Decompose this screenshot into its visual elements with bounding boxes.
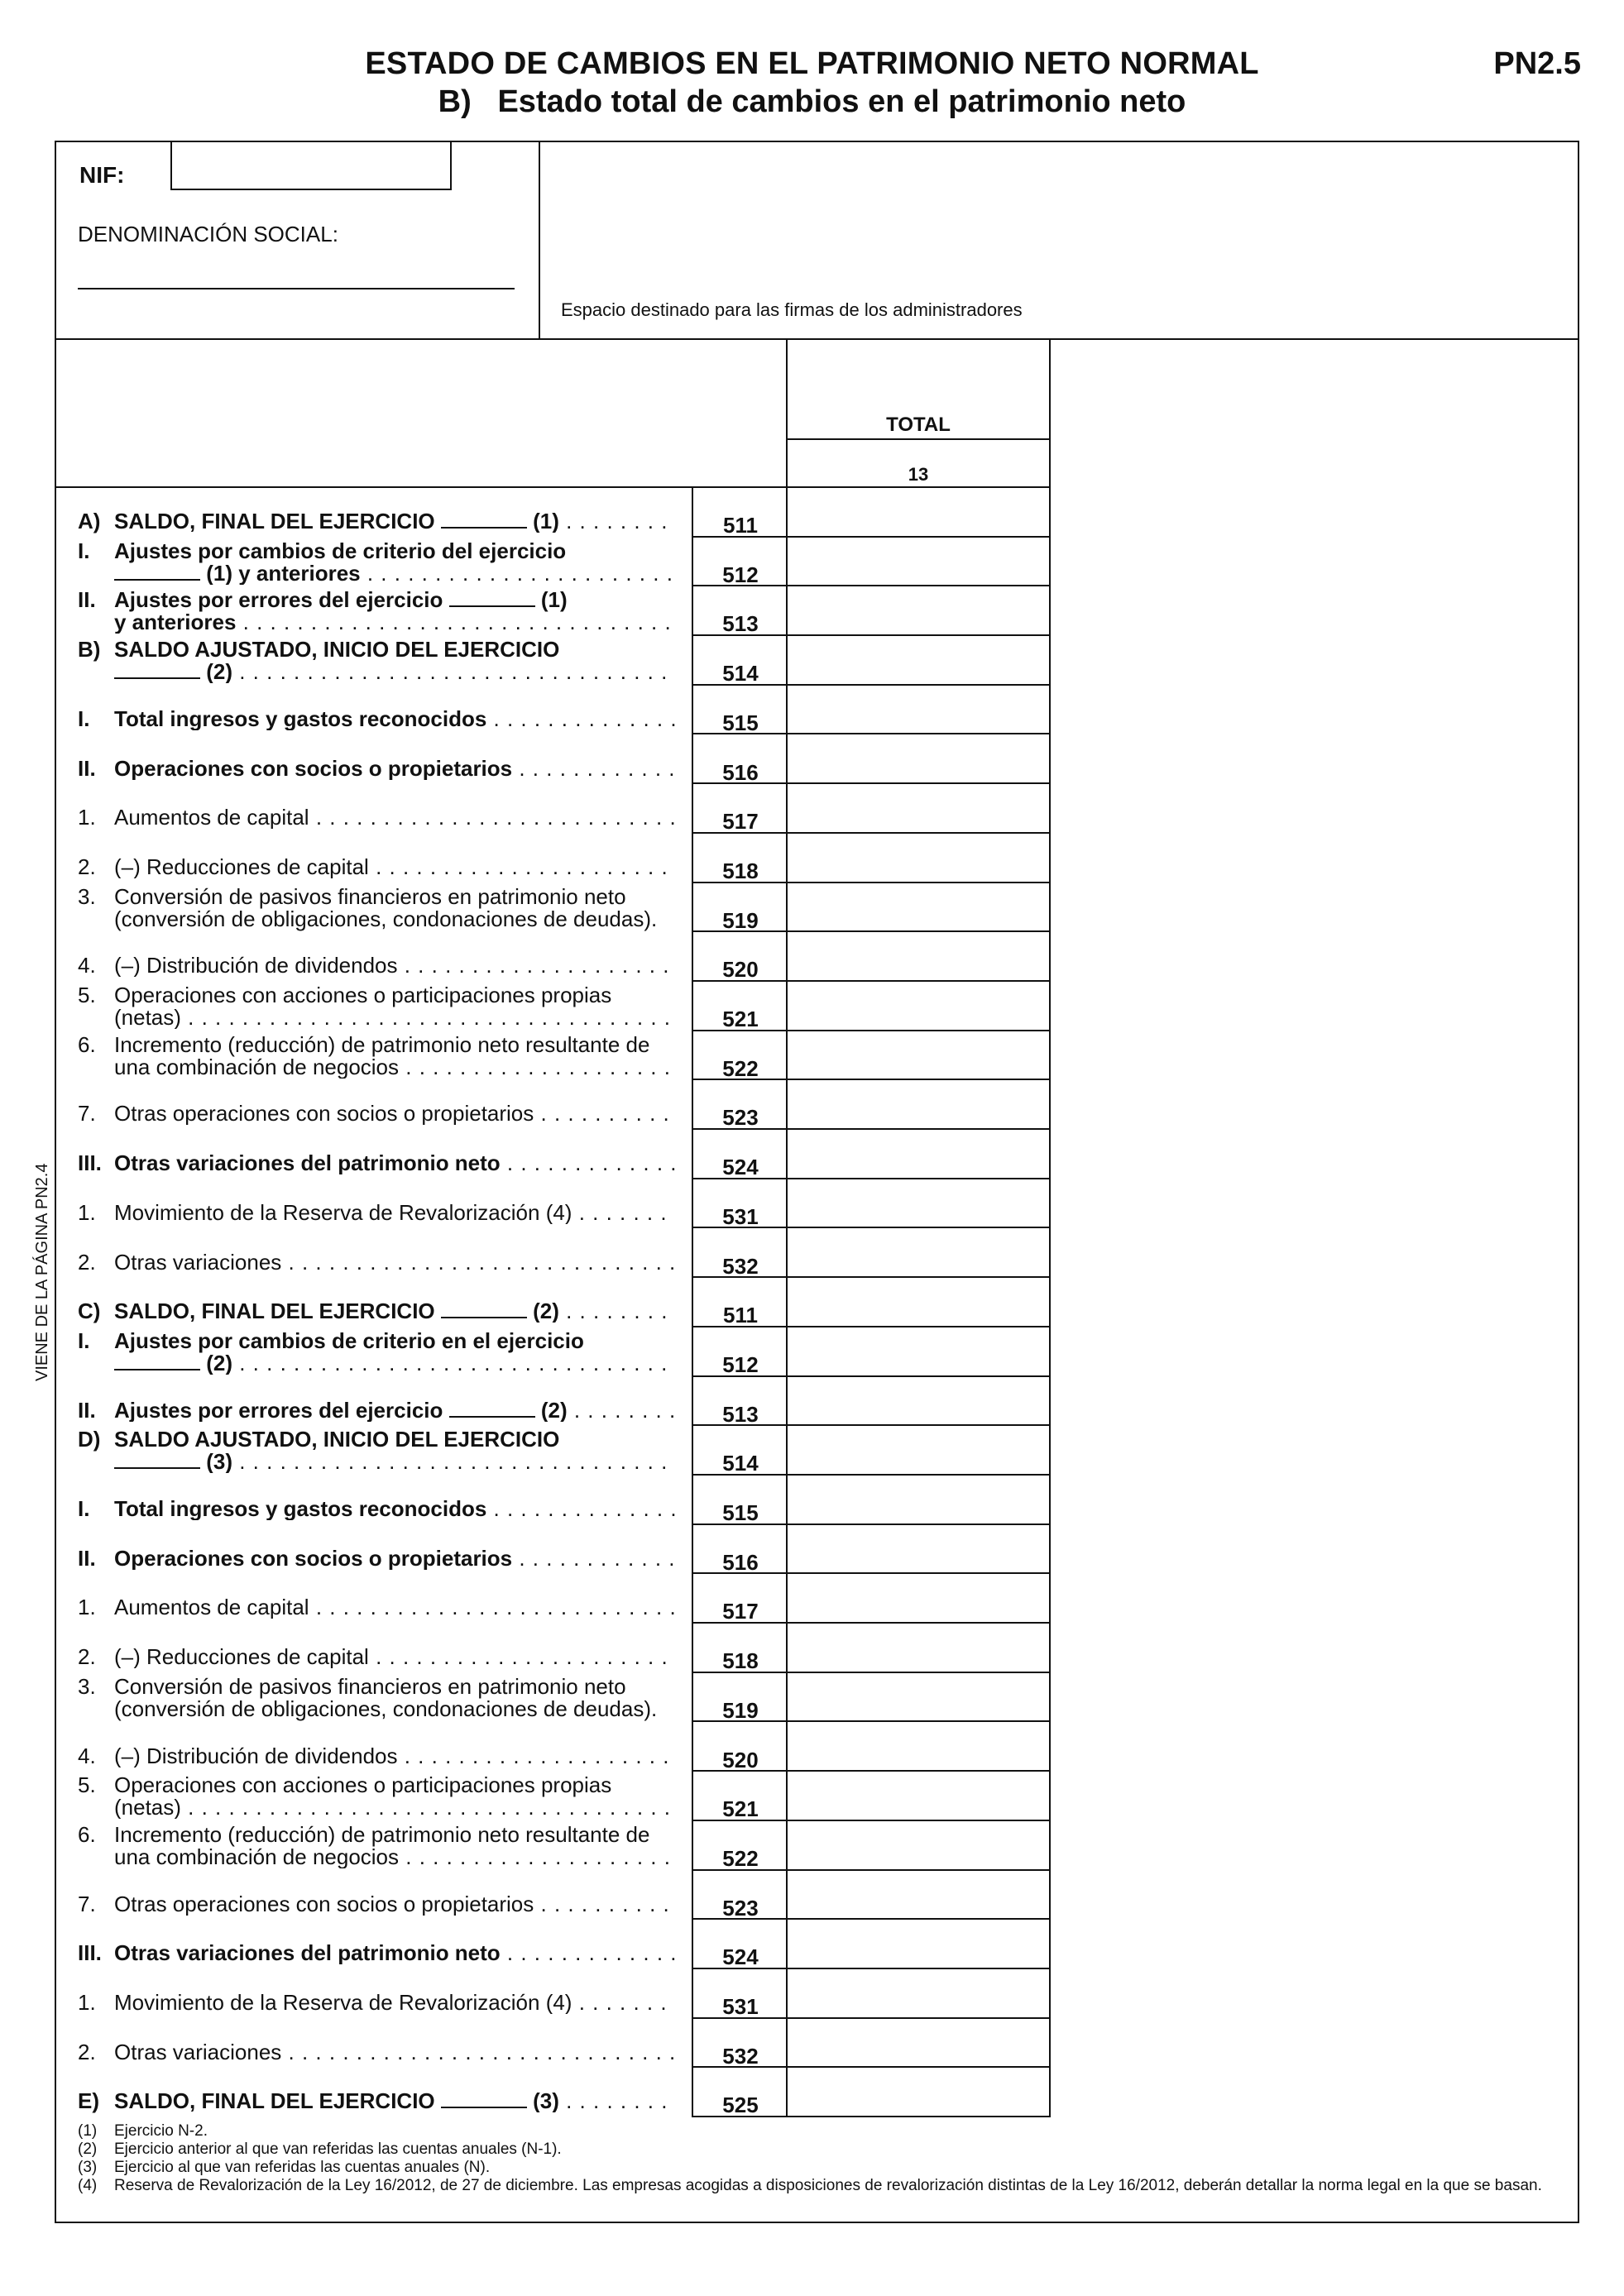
row-number: 2. — [78, 1644, 96, 1670]
year-blank — [449, 589, 535, 607]
row-code: 531 — [722, 1994, 759, 2019]
row-label — [78, 883, 675, 932]
row-label — [78, 510, 675, 535]
row-text: una combinación de negocios . . . — [114, 1056, 675, 1079]
row-code: 520 — [722, 957, 759, 983]
row-number: 3. — [78, 1673, 96, 1699]
total-value-cell[interactable] — [789, 1774, 1046, 1817]
row-number: I. — [78, 1327, 90, 1353]
row-code: 511 — [723, 513, 758, 538]
row-label — [78, 1992, 675, 2016]
row-text: Movimiento de la Reserva de Revalorización (4) . . . — [114, 1992, 675, 2014]
column-number: 13 — [908, 464, 929, 485]
total-value-cell[interactable] — [789, 886, 1046, 929]
row-text: Operaciones con acciones o participaciones propias — [114, 1772, 612, 1798]
row-number: II. — [78, 587, 96, 613]
form-subtitle — [0, 84, 1624, 120]
total-value-cell[interactable] — [789, 490, 1046, 533]
row-label — [78, 1031, 675, 1080]
row-label — [78, 1821, 675, 1870]
row-text: Ajustes por cambios de criterio en el ejercicio — [114, 1327, 584, 1353]
row-code: 515 — [722, 1500, 759, 1525]
row-code: 517 — [722, 809, 759, 835]
row-label — [78, 1152, 675, 1177]
row-code: 513 — [722, 1401, 759, 1427]
row-number: II. — [78, 1545, 96, 1571]
total-value-cell[interactable] — [789, 1676, 1046, 1719]
row-text: SALDO, FINAL DEL EJERCICIO (2) . . . — [114, 1300, 675, 1323]
footnote — [78, 2159, 490, 2177]
row-text: Movimiento de la Reserva de Revalorización (4) . . . — [114, 1202, 675, 1224]
row-number: A) — [78, 509, 101, 533]
row-number: B) — [78, 637, 101, 662]
total-value-cell[interactable] — [789, 1182, 1046, 1225]
row-number: III. — [78, 1150, 102, 1176]
row-number: 2. — [78, 1249, 96, 1275]
row-number: 3. — [78, 883, 96, 909]
table-row — [0, 2067, 1624, 2117]
table-row — [0, 1129, 1624, 1179]
total-header-line — [786, 438, 1051, 440]
row-text: Incremento (reducción) de patrimonio neto resultante de — [114, 1031, 650, 1057]
row-number: I. — [78, 1496, 90, 1521]
row-label — [78, 1428, 675, 1475]
table-row — [0, 883, 1624, 932]
row-text: (1) y anteriores . . . — [114, 562, 675, 585]
row-text: Ajustes por errores del ejercicio (1) — [114, 587, 568, 613]
row-text: (–) Reducciones de capital . . . — [114, 856, 675, 878]
row-text: (–) Reducciones de capital . . . — [114, 1646, 675, 1668]
total-value-cell[interactable] — [789, 1922, 1046, 1965]
total-value-cell[interactable] — [789, 1132, 1046, 1175]
row-text: Incremento (reducción) de patrimonio neto resultante de — [114, 1821, 650, 1847]
row-label — [78, 589, 675, 635]
total-value-cell[interactable] — [789, 1330, 1046, 1373]
row-number: 4. — [78, 953, 96, 978]
footnote — [78, 2122, 208, 2141]
row-text: Ajustes por errores del ejercicio (2) . . . — [114, 1399, 675, 1422]
row-text: Ajustes por cambios de criterio del ejercicio — [114, 538, 567, 563]
footnote-text: Ejercicio N-2. — [114, 2122, 208, 2140]
year-blank — [114, 1352, 200, 1370]
row-text: y anteriores . . . — [114, 611, 675, 634]
row-bottom-line — [692, 2116, 1051, 2117]
row-code: 524 — [722, 1155, 759, 1180]
row-number: 4. — [78, 1743, 96, 1768]
table-row — [0, 1870, 1624, 1920]
side-note: VIENE DE LA PÁGINA PN2.4 — [33, 1163, 51, 1381]
form-code: PN2.5 — [1493, 46, 1581, 81]
table-row — [0, 537, 1624, 586]
row-label — [78, 2090, 675, 2115]
year-blank — [441, 510, 527, 529]
nif-label: NIF: — [79, 162, 125, 188]
table-row — [0, 1968, 1624, 2018]
row-text: (netas) . . . — [114, 1007, 675, 1029]
row-label — [78, 1103, 675, 1127]
row-text: (netas) . . . — [114, 1796, 675, 1819]
row-code: 531 — [722, 1203, 759, 1229]
row-code: 522 — [722, 1055, 759, 1081]
row-text: (–) Distribución de dividendos . . . — [114, 954, 675, 977]
header-divider — [539, 141, 540, 339]
row-number: 1. — [78, 1199, 96, 1225]
footnote-text: Reserva de Revalorización de la Ley 16/2012, de 27 de diciembre. Las empresas acogidas a disposiciones de revalorización distintas de la Ley 16/2012, deberán detallar la norma legal en la que se basan. — [114, 2177, 1542, 2194]
row-label — [78, 1399, 675, 1424]
year-blank — [114, 1451, 200, 1469]
row-text: SALDO AJUSTADO, INICIO DEL EJERCICIO — [114, 1427, 560, 1452]
row-text: Otras variaciones del patrimonio neto . . . — [114, 1942, 675, 1964]
row-number: 5. — [78, 983, 96, 1007]
total-value-cell[interactable] — [789, 639, 1046, 682]
table-row — [0, 833, 1624, 883]
row-code: 519 — [722, 907, 759, 933]
row-text: SALDO, FINAL DEL EJERCICIO (1) . . . — [114, 510, 675, 533]
row-code: 521 — [722, 1007, 759, 1031]
row-text: Otras variaciones del patrimonio neto . . . — [114, 1152, 675, 1174]
row-code: 524 — [722, 1944, 759, 1970]
table-row — [0, 1820, 1624, 1870]
table-row — [0, 931, 1624, 981]
table-row — [0, 1771, 1624, 1820]
row-code: 516 — [722, 1549, 759, 1575]
row-code: 515 — [722, 710, 759, 735]
row-label — [78, 856, 675, 881]
table-row — [0, 487, 1624, 537]
table-row — [0, 1228, 1624, 1278]
row-code: 520 — [722, 1747, 759, 1772]
total-value-cell[interactable] — [789, 1478, 1046, 1521]
row-text: Conversión de pasivos financieros en patrimonio neto — [114, 1673, 626, 1699]
total-value-cell[interactable] — [789, 1576, 1046, 1619]
row-code: 532 — [722, 2043, 759, 2069]
row-label — [78, 708, 675, 733]
table-row — [0, 2018, 1624, 2068]
row-label — [78, 954, 675, 979]
table-row — [0, 1376, 1624, 1426]
row-code: 518 — [722, 858, 759, 883]
row-text: (conversión de obligaciones, condonaciones de deudas). — [114, 1696, 658, 1721]
row-code: 525 — [722, 2093, 759, 2118]
table-row — [0, 1079, 1624, 1129]
row-number: 2. — [78, 854, 96, 879]
row-label — [78, 1673, 675, 1722]
row-text: Otras variaciones . . . — [114, 2041, 675, 2064]
row-number: II. — [78, 1397, 96, 1423]
footnote-number: (3) — [78, 2159, 98, 2176]
table-row — [0, 734, 1624, 784]
table-row — [0, 1179, 1624, 1228]
row-code: 512 — [722, 1351, 759, 1377]
row-number: 2. — [78, 2039, 96, 2064]
footnote-text: Ejercicio anterior al que van referidas las cuentas anuales (N-1). — [114, 2141, 562, 2158]
row-text: Otras variaciones . . . — [114, 1251, 675, 1274]
subtitle-text: Estado total de cambios en el patrimonio neto — [497, 84, 1186, 119]
row-text: Operaciones con acciones o participaciones propias — [114, 983, 612, 1007]
row-code: 523 — [722, 1895, 759, 1921]
total-value-cell[interactable] — [789, 1083, 1046, 1126]
row-code: 519 — [722, 1697, 759, 1723]
row-number: III. — [78, 1940, 102, 1966]
row-text: Operaciones con socios o propietarios . . . — [114, 1547, 675, 1570]
table-row — [0, 1524, 1624, 1574]
subtitle-letter: B) — [438, 84, 472, 119]
table-row — [0, 1573, 1624, 1623]
total-value-cell[interactable] — [789, 540, 1046, 583]
row-text: SALDO, FINAL DEL EJERCICIO (3) . . . — [114, 2090, 675, 2112]
row-code: 511 — [723, 1303, 758, 1328]
form-title: ESTADO DE CAMBIOS EN EL PATRIMONIO NETO NORMAL — [365, 46, 1259, 81]
total-value-cell[interactable] — [789, 1626, 1046, 1669]
table-row — [0, 783, 1624, 833]
row-number: 1. — [78, 805, 96, 830]
row-code: 521 — [722, 1796, 759, 1822]
row-label — [78, 806, 675, 831]
row-number: D) — [78, 1427, 101, 1452]
row-label — [78, 2041, 675, 2066]
row-label — [78, 540, 675, 586]
row-number: 1. — [78, 1595, 96, 1620]
row-label — [78, 1774, 675, 1820]
row-code: 518 — [722, 1648, 759, 1674]
row-number: 6. — [78, 1031, 96, 1057]
row-number: 1. — [78, 1990, 96, 2015]
row-number: II. — [78, 755, 96, 781]
row-code: 513 — [722, 611, 759, 637]
denominacion-field-line — [78, 288, 515, 289]
row-text: Aumentos de capital . . . — [114, 1596, 675, 1619]
row-label — [78, 1596, 675, 1621]
total-value-cell[interactable] — [789, 1873, 1046, 1916]
row-number: I. — [78, 538, 90, 563]
row-label — [78, 1745, 675, 1770]
row-label — [78, 1327, 675, 1376]
year-blank — [114, 661, 200, 679]
row-label — [78, 1300, 675, 1325]
footnote-number: (1) — [78, 2122, 98, 2140]
table-row — [0, 1672, 1624, 1722]
total-value-cell[interactable] — [789, 787, 1046, 830]
total-value-cell[interactable] — [789, 935, 1046, 978]
total-value-cell[interactable] — [789, 1528, 1046, 1571]
footnote — [78, 2177, 1542, 2195]
table-row — [0, 981, 1624, 1031]
row-label — [78, 1199, 675, 1227]
row-code: 517 — [722, 1599, 759, 1624]
total-value-cell[interactable] — [789, 2070, 1046, 2113]
total-value-cell[interactable] — [789, 1034, 1046, 1077]
row-text: Operaciones con socios o propietarios . . . — [114, 758, 675, 780]
table-row — [0, 1031, 1624, 1080]
table-row — [0, 1277, 1624, 1327]
row-number: 6. — [78, 1821, 96, 1847]
row-label — [78, 755, 675, 782]
row-label — [78, 1646, 675, 1671]
row-code: 522 — [722, 1845, 759, 1871]
table-row — [0, 1327, 1624, 1376]
nif-field[interactable] — [170, 141, 452, 190]
year-blank — [114, 562, 200, 581]
total-value-cell[interactable] — [789, 589, 1046, 632]
denominacion-label: DENOMINACIÓN SOCIAL: — [78, 222, 338, 246]
row-code: 514 — [722, 661, 759, 686]
year-blank — [449, 1399, 535, 1418]
table-row — [0, 1475, 1624, 1524]
row-code: 532 — [722, 1253, 759, 1279]
table-row — [0, 1722, 1624, 1772]
row-code: 514 — [722, 1451, 759, 1476]
year-blank — [441, 2090, 527, 2108]
row-label — [78, 984, 675, 1031]
table-row — [0, 1425, 1624, 1475]
row-label — [78, 1498, 675, 1523]
table-row — [0, 1623, 1624, 1672]
row-code: 512 — [722, 562, 759, 587]
table-row — [0, 685, 1624, 734]
row-text: Total ingresos y gastos reconocidos . . . — [114, 708, 675, 730]
row-text: (2) . . . — [114, 1352, 675, 1375]
header-bottom-line — [55, 338, 1579, 340]
row-text: (2) . . . — [114, 661, 675, 683]
row-code: 523 — [722, 1105, 759, 1131]
row-text: Otras operaciones con socios o propietarios . . . — [114, 1893, 675, 1916]
row-code: 516 — [722, 759, 759, 785]
row-number: 5. — [78, 1772, 96, 1798]
row-number: C) — [78, 1299, 101, 1324]
total-value-cell[interactable] — [789, 688, 1046, 731]
row-number: E) — [78, 2088, 99, 2114]
row-label — [78, 1251, 675, 1276]
table-row — [0, 586, 1624, 635]
footnote-text: Ejercicio al que van referidas las cuentas anuales (N). — [114, 2159, 491, 2176]
total-value-cell[interactable] — [789, 738, 1046, 781]
firmas-label: Espacio destinado para las firmas de los administradores — [561, 299, 1023, 320]
total-value-cell[interactable] — [789, 1972, 1046, 2015]
row-number: I. — [78, 706, 90, 731]
row-text: Total ingresos y gastos reconocidos . . . — [114, 1498, 675, 1520]
footnote — [78, 2141, 562, 2159]
total-value-cell[interactable] — [789, 836, 1046, 879]
row-label — [78, 1547, 675, 1572]
row-text: SALDO AJUSTADO, INICIO DEL EJERCICIO — [114, 637, 560, 662]
total-value-cell[interactable] — [789, 1280, 1046, 1323]
total-header: TOTAL — [886, 414, 951, 436]
row-label — [78, 639, 675, 685]
row-text: Aumentos de capital . . . — [114, 806, 675, 829]
table-row — [0, 1919, 1624, 1968]
total-value-cell[interactable] — [789, 1232, 1046, 1275]
row-text: (3) . . . — [114, 1451, 675, 1473]
total-value-cell[interactable] — [789, 1725, 1046, 1768]
year-blank — [441, 1300, 527, 1318]
total-value-cell[interactable] — [789, 2021, 1046, 2064]
row-label — [78, 1893, 675, 1918]
total-value-cell[interactable] — [789, 1428, 1046, 1471]
row-text: Conversión de pasivos financieros en patrimonio neto — [114, 883, 626, 909]
footnote-number: (2) — [78, 2141, 98, 2158]
row-text: (–) Distribución de dividendos . . . — [114, 1745, 675, 1767]
row-label — [78, 1942, 675, 1967]
table-row — [0, 635, 1624, 685]
row-text: Otras operaciones con socios o propietarios . . . — [114, 1103, 675, 1125]
total-value-cell[interactable] — [789, 984, 1046, 1027]
row-number: 7. — [78, 1101, 96, 1126]
footnote-number: (4) — [78, 2177, 98, 2194]
total-value-cell[interactable] — [789, 1380, 1046, 1423]
row-text: (conversión de obligaciones, condonaciones de deudas). — [114, 906, 658, 931]
total-value-cell[interactable] — [789, 1824, 1046, 1867]
row-text: una combinación de negocios . . . — [114, 1846, 675, 1868]
row-number: 7. — [78, 1891, 96, 1916]
